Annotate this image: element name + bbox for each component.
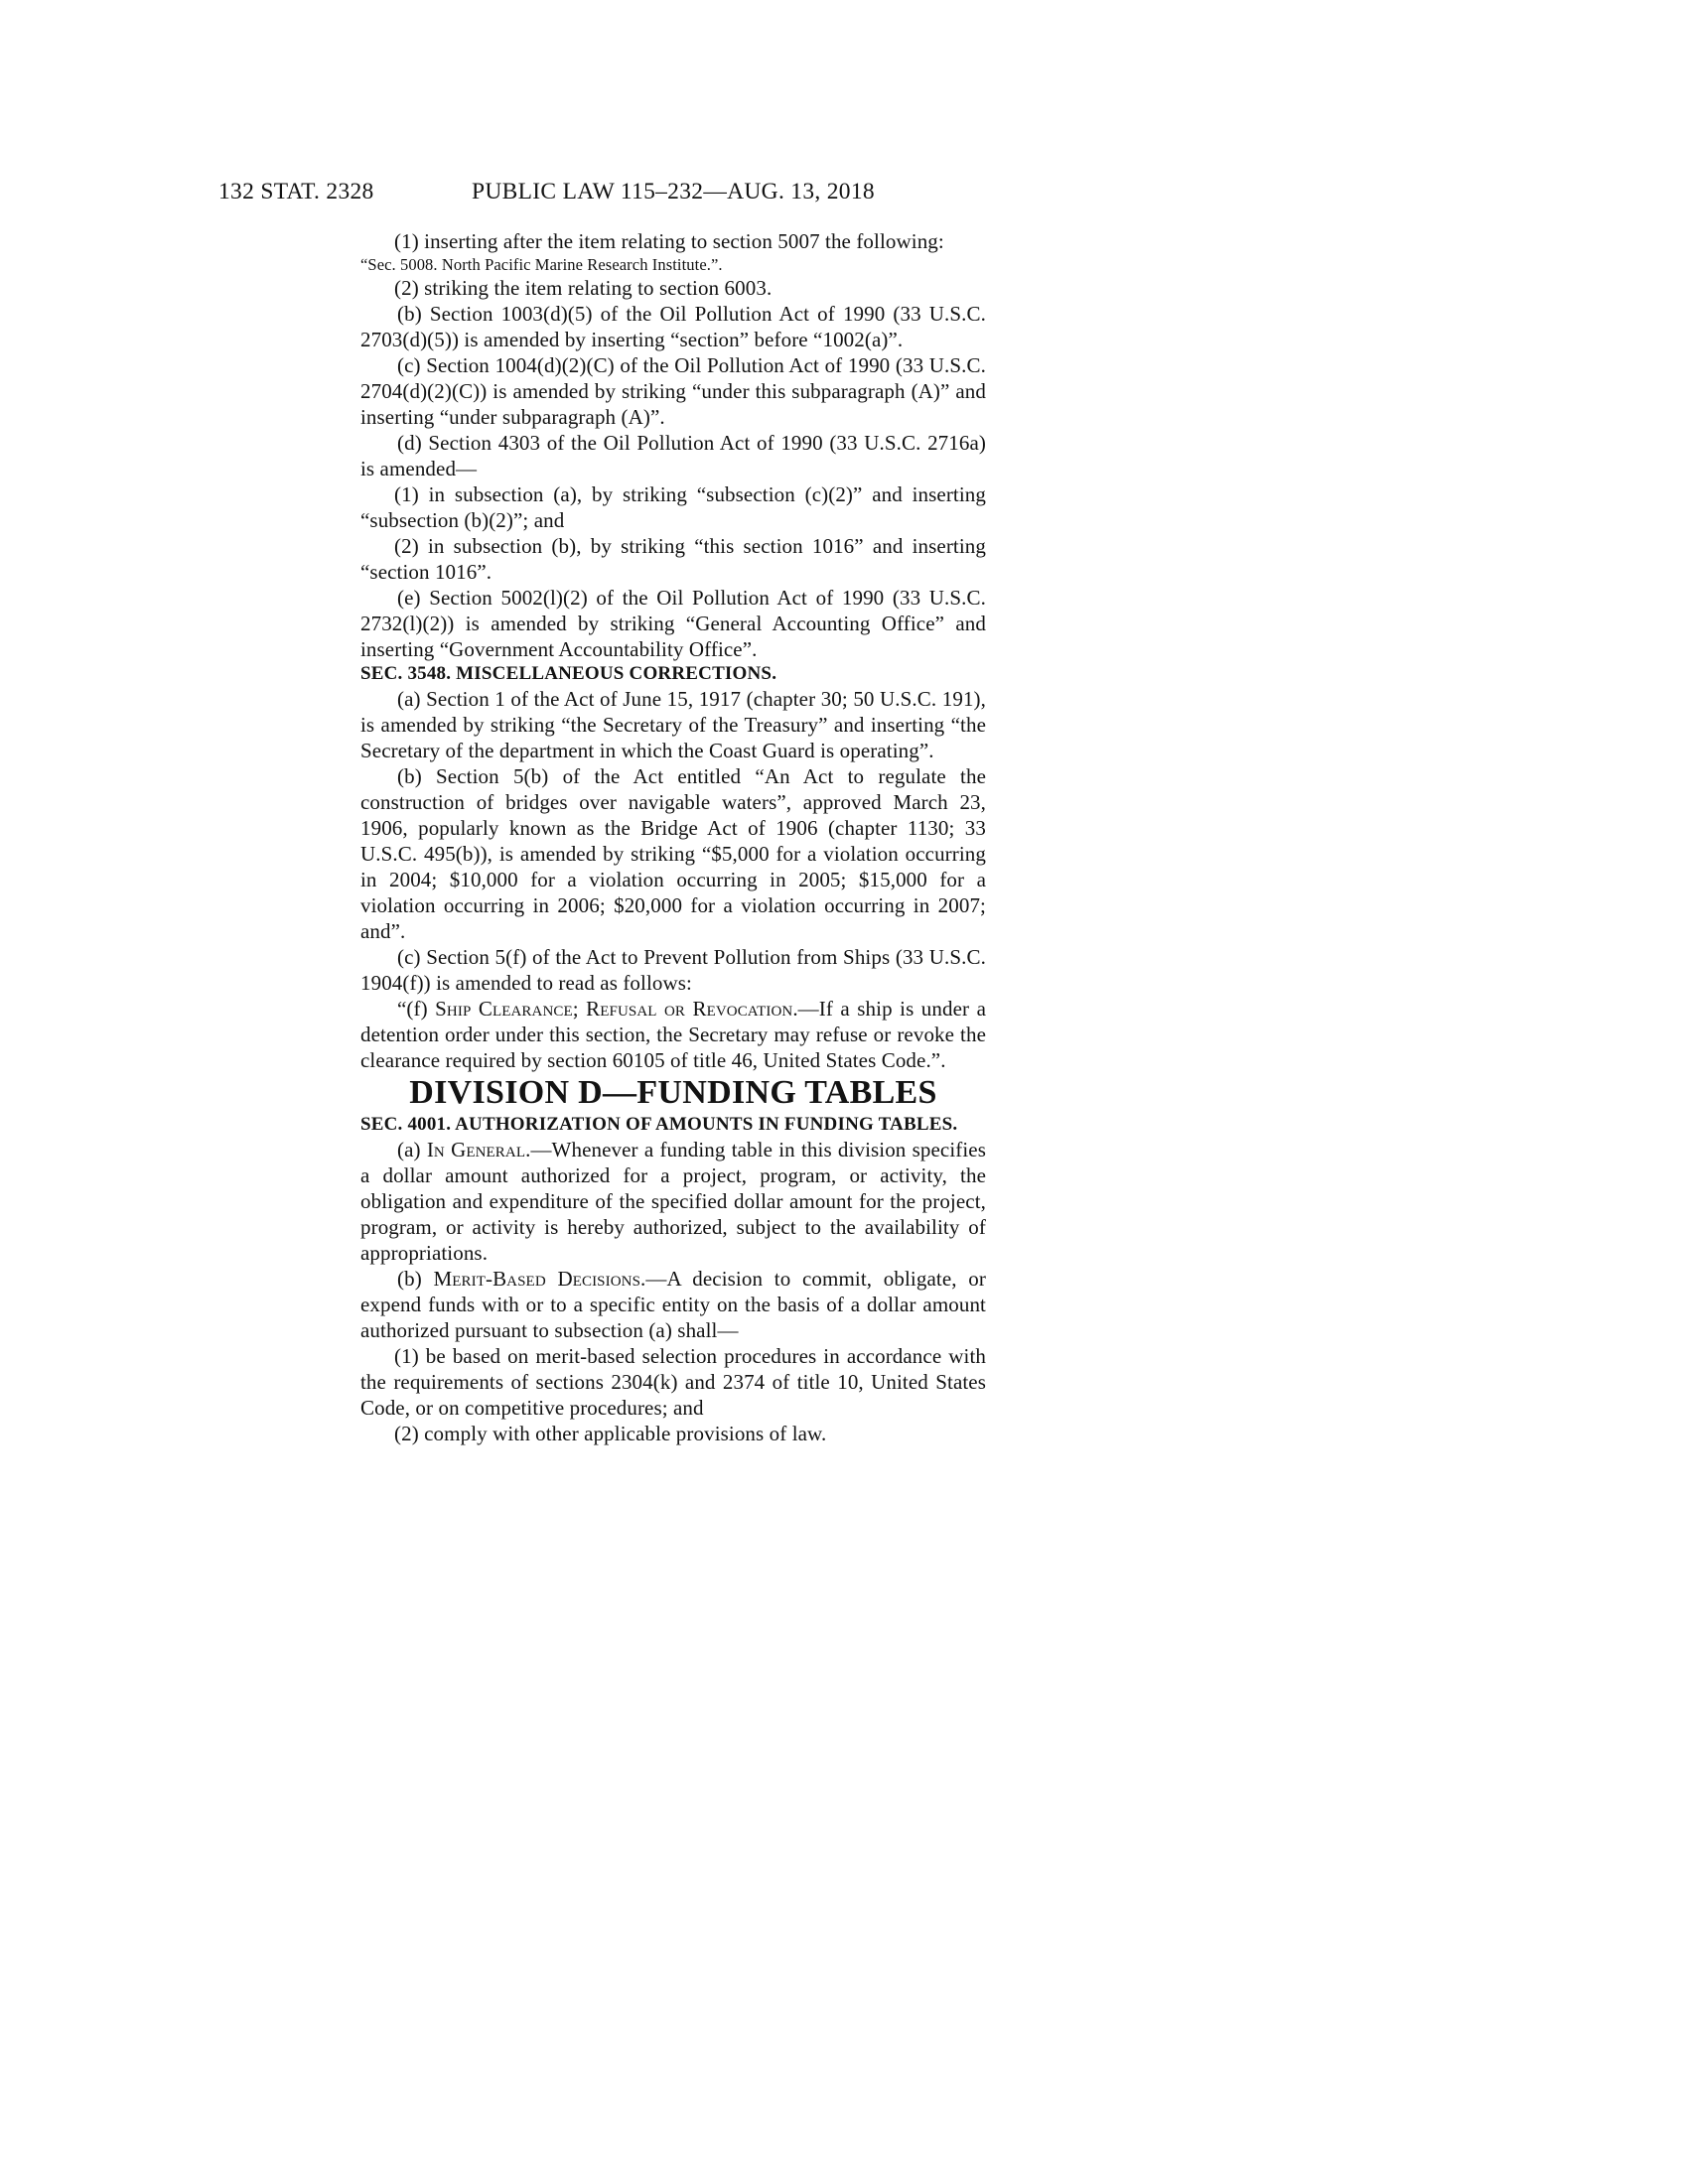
paragraph: (b) Section 5(b) of the Act entitled “An Act to regulate the construction of bridges over navigable waters”, approved March 23, 1906, popularly known as the Bridge Act of 1906 (chapter 1130; 33 U.S.C. 495(b)), is amended by striking “$5,000 for a violation occurring in 2004; $10,000 for a violation occurring in 2005; $15,000 for a violation occurring in 2006; $20,000 for a violation occurring in 2007; and”. xyxy=(360,764,986,943)
quoted-section-line: “Sec. 5008. North Pacific Marine Research Institute.”. xyxy=(360,255,723,274)
document-content xyxy=(360,228,986,1446)
public-law-title: PUBLIC LAW 115–232—AUG. 13, 2018 xyxy=(472,179,875,205)
sub-paragraph: (2) in subsection (b), by striking “this section 1016” and inserting “section 1016”. xyxy=(360,534,986,584)
paragraph: (b) Section 1003(d)(5) of the Oil Pollution Act of 1990 (33 U.S.C. 2703(d)(5)) is amended by inserting “section” before “1002(a)”. xyxy=(360,302,986,351)
sub-paragraph: (1) in subsection (a), by striking “subsection (c)(2)” and inserting “subsection (b)(2)”; and xyxy=(360,482,986,532)
paragraph: (b) Merit-Based Decisions.—A decision to commit, obligate, or expend funds with or to a specific entity on the basis of a dollar amount authorized pursuant to subsection (a) shall— xyxy=(360,1267,986,1342)
paragraph: (d) Section 4303 of the Oil Pollution Act of 1990 (33 U.S.C. 2716a) is amended— xyxy=(360,431,986,480)
sub-paragraph: (1) be based on merit-based selection procedures in accordance with the requirements of sections 2304(k) and 2374 of title 10, United States Code, or on competitive procedures; and xyxy=(360,1344,986,1420)
quoted-paragraph: “(f) Ship Clearance; Refusal or Revocation.—If a ship is under a detention order under this section, the Secretary may refuse or revoke the clearance required by section 60105 of title 46, United States Code.”. xyxy=(360,997,986,1072)
paragraph: (e) Section 5002(l)(2) of the Oil Pollution Act of 1990 (33 U.S.C. 2732(l)(2)) is amended by striking “General Accounting Office” and inserting “Government Accountability Office”. xyxy=(360,586,986,661)
stat-page-number: 132 STAT. 2328 xyxy=(218,179,374,205)
paragraph: (c) Section 1004(d)(2)(C) of the Oil Pollution Act of 1990 (33 U.S.C. 2704(d)(2)(C)) is amended by striking “under this subparagraph (A)” and inserting “under subparagraph (A)”. xyxy=(360,353,986,429)
sub-paragraph: (2) striking the item relating to section 6003. xyxy=(394,276,773,300)
division-heading: DIVISION D—FUNDING TABLES xyxy=(409,1074,937,1111)
section-heading: SEC. 4001. AUTHORIZATION OF AMOUNTS IN FUNDING TABLES. xyxy=(360,1114,958,1135)
paragraph: (a) Section 1 of the Act of June 15, 1917 (chapter 30; 50 U.S.C. 191), is amended by striking “the Secretary of the Treasury” and inserting “the Secretary of the department in which the Coast Guard is operating”. xyxy=(360,687,986,762)
section-heading: SEC. 3548. MISCELLANEOUS CORRECTIONS. xyxy=(360,663,777,684)
running-head xyxy=(0,179,1688,208)
sub-paragraph: (2) comply with other applicable provisions of law. xyxy=(394,1422,827,1445)
paragraph: (a) In General.—Whenever a funding table in this division specifies a dollar amount authorized for a project, program, or activity, the obligation and expenditure of the specified dollar amount for the project, program, or activity is hereby authorized, subject to the availability of appropriations. xyxy=(360,1138,986,1265)
sub-paragraph: (1) inserting after the item relating to section 5007 the following: xyxy=(394,229,944,253)
paragraph: (c) Section 5(f) of the Act to Prevent Pollution from Ships (33 U.S.C. 1904(f)) is amended to read as follows: xyxy=(360,945,986,995)
